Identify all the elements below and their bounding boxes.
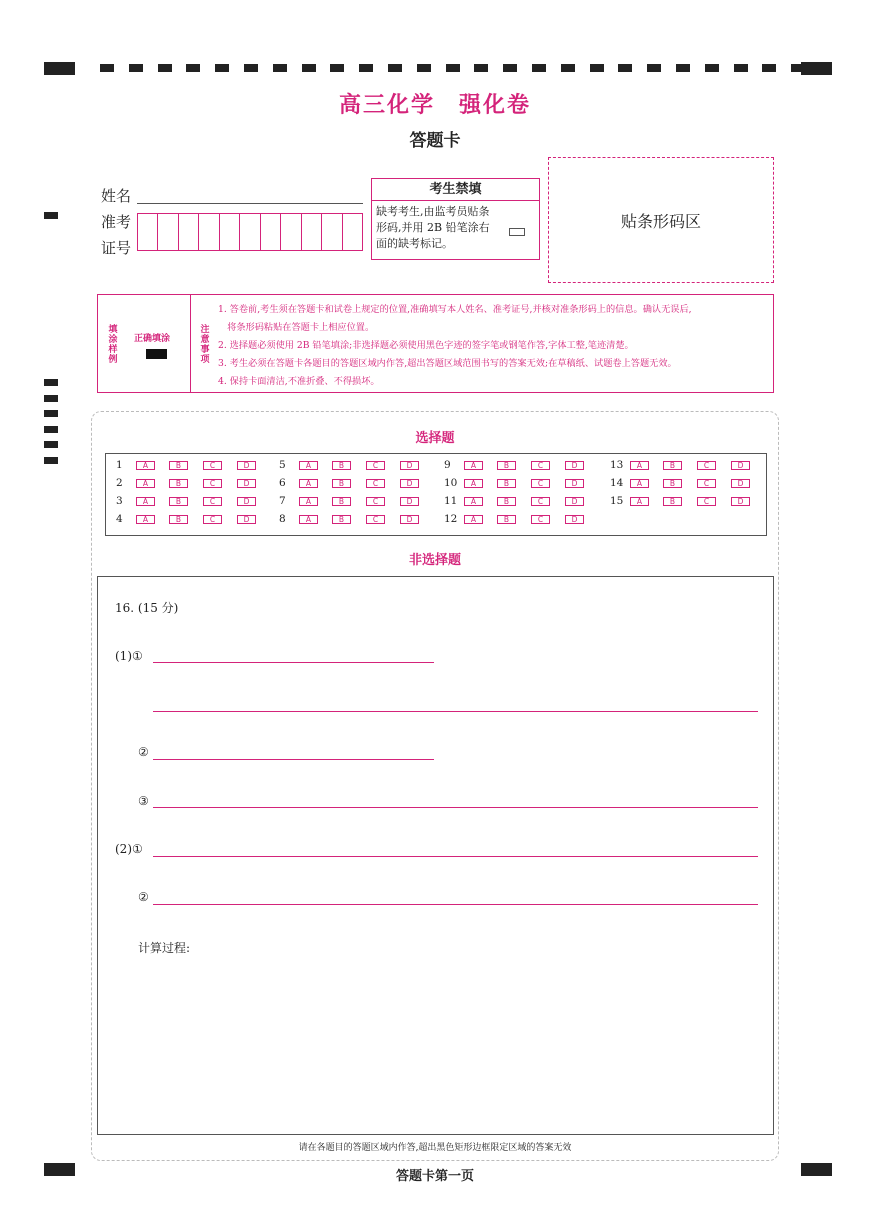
timing-mark: [532, 64, 546, 72]
option-bubble-a[interactable]: A: [630, 497, 649, 506]
option-bubble-b[interactable]: B: [332, 497, 351, 506]
option-bubble-c[interactable]: C: [531, 515, 550, 524]
timing-mark: [705, 64, 719, 72]
question-number: 13: [610, 459, 624, 471]
option-bubble-c[interactable]: C: [697, 479, 716, 488]
answer-line[interactable]: [153, 904, 758, 905]
answer-line[interactable]: [153, 662, 434, 663]
option-bubble-c[interactable]: C: [366, 461, 385, 470]
timing-mark: [44, 395, 58, 402]
timing-mark: [359, 64, 373, 72]
option-bubble-c[interactable]: C: [203, 461, 222, 470]
option-bubble-b[interactable]: B: [497, 479, 516, 488]
option-bubble-d[interactable]: D: [237, 515, 256, 524]
timing-mark: [44, 410, 58, 417]
barcode-area-label: 贴条形码区: [620, 211, 701, 231]
timing-mark: [186, 64, 200, 72]
registration-mark-top-right: [801, 62, 832, 75]
option-bubble-d[interactable]: D: [400, 479, 419, 488]
timing-mark: [158, 64, 172, 72]
option-bubble-a[interactable]: A: [464, 461, 483, 470]
notes-label: 注 意 事 项: [200, 325, 210, 365]
timing-mark: [302, 64, 316, 72]
question-number: 1: [116, 459, 123, 471]
question-number: 11: [444, 495, 458, 507]
nonchoice-section-title: 非选择题: [408, 553, 461, 568]
timing-mark: [676, 64, 690, 72]
timing-mark: [474, 64, 488, 72]
timing-mark: [417, 64, 431, 72]
timing-mark: [244, 64, 258, 72]
id-digit-box[interactable]: [199, 214, 219, 250]
part2-label: (2)①: [115, 842, 143, 856]
option-bubble-b[interactable]: B: [663, 479, 682, 488]
option-bubble-a[interactable]: A: [136, 515, 155, 524]
option-bubble-b[interactable]: B: [497, 515, 516, 524]
timing-mark: [734, 64, 748, 72]
page-subtitle: 答题卡: [409, 131, 461, 151]
option-bubble-d[interactable]: D: [731, 497, 750, 506]
option-bubble-a[interactable]: A: [136, 497, 155, 506]
fill-sample-panel: [98, 295, 191, 392]
page-footer: 答题卡第一页: [395, 1169, 474, 1184]
timing-mark: [44, 457, 58, 464]
option-bubble-a[interactable]: A: [299, 479, 318, 488]
rule-line: 4. 保持卡面清洁,不准折叠、不得损坏。: [218, 376, 380, 387]
part1-label: (1)①: [115, 649, 143, 663]
option-bubble-d[interactable]: D: [400, 461, 419, 470]
timing-mark: [647, 64, 661, 72]
timing-mark: [330, 64, 344, 72]
timing-mark: [561, 64, 575, 72]
part2-circle2-label: ②: [138, 890, 149, 904]
option-bubble-a[interactable]: A: [299, 515, 318, 524]
option-bubble-c[interactable]: C: [366, 515, 385, 524]
timing-mark: [273, 64, 287, 72]
option-bubble-d[interactable]: D: [237, 479, 256, 488]
timing-mark: [388, 64, 402, 72]
name-field[interactable]: [137, 186, 363, 204]
choice-section-title: 选择题: [415, 431, 455, 446]
question-number: 7: [279, 495, 286, 507]
proctor-box-text: 缺考考生,由监考员贴条形码,并用 2B 铅笔涂右面的缺考标记。: [376, 205, 490, 250]
option-bubble-c[interactable]: C: [203, 479, 222, 488]
id-digit-box[interactable]: [261, 214, 281, 250]
option-bubble-d[interactable]: D: [731, 479, 750, 488]
option-bubble-d[interactable]: D: [237, 461, 256, 470]
option-bubble-b[interactable]: B: [332, 479, 351, 488]
timing-mark: [503, 64, 517, 72]
option-bubble-b[interactable]: B: [169, 515, 188, 524]
nonchoice-answer-box[interactable]: [97, 576, 774, 1135]
question-number: 3: [116, 495, 123, 507]
id-digit-box[interactable]: [220, 214, 240, 250]
id-digit-box[interactable]: [138, 214, 158, 250]
id-digit-box[interactable]: [281, 214, 301, 250]
correct-fill-sample: [146, 349, 167, 359]
rule-line: 1. 答卷前,考生须在答题卡和试卷上规定的位置,准确填写本人姓名、准考证号,并核对准条形码上的信息。确认无误后,: [218, 304, 692, 315]
name-label: 姓名: [101, 187, 132, 205]
timing-mark: [446, 64, 460, 72]
question-number: 15: [610, 495, 624, 507]
option-bubble-d[interactable]: D: [565, 497, 584, 506]
option-bubble-d[interactable]: D: [565, 461, 584, 470]
rule-line: 3. 考生必须在答题卡各题目的答题区域内作答,超出答题区域范围书写的答案无效;在草稿纸、试题卷上答题无效。: [218, 358, 677, 369]
answer-line[interactable]: [153, 807, 758, 808]
timing-mark: [129, 64, 143, 72]
option-bubble-d[interactable]: D: [565, 515, 584, 524]
option-bubble-a[interactable]: A: [299, 497, 318, 506]
option-bubble-a[interactable]: A: [464, 515, 483, 524]
id-digit-box[interactable]: [302, 214, 322, 250]
question-number: 5: [279, 459, 286, 471]
barcode-area: [548, 157, 774, 283]
option-bubble-a[interactable]: A: [299, 461, 318, 470]
part1-circle3-label: ③: [138, 794, 149, 808]
id-digit-box[interactable]: [240, 214, 260, 250]
option-bubble-a[interactable]: A: [136, 461, 155, 470]
option-bubble-d[interactable]: D: [400, 497, 419, 506]
part1-circle2-label: ②: [138, 745, 149, 759]
rule-line: 将条形码粘贴在答题卡上相应位置。: [218, 322, 375, 333]
rules-list: [218, 301, 770, 391]
option-bubble-a[interactable]: A: [136, 479, 155, 488]
option-bubble-c[interactable]: C: [366, 497, 385, 506]
page-title: 高三化学 强化卷: [338, 93, 531, 118]
timing-mark: [618, 64, 632, 72]
question-number: 6: [279, 477, 286, 489]
option-bubble-c[interactable]: C: [366, 479, 385, 488]
option-bubble-b[interactable]: B: [169, 461, 188, 470]
option-bubble-a[interactable]: A: [464, 479, 483, 488]
question-number: 14: [610, 477, 624, 489]
id-label-line1: 准考: [101, 213, 132, 231]
option-bubble-d[interactable]: D: [400, 515, 419, 524]
timing-mark: [100, 64, 114, 72]
option-bubble-b[interactable]: B: [497, 461, 516, 470]
proctor-box-title: 考生禁填: [372, 179, 539, 201]
question-number: 8: [279, 513, 286, 525]
option-bubble-c[interactable]: C: [531, 461, 550, 470]
timing-mark: [44, 379, 58, 386]
id-digit-box[interactable]: [158, 214, 178, 250]
question-number: 2: [116, 477, 123, 489]
option-bubble-a[interactable]: A: [464, 497, 483, 506]
choice-grid: [105, 453, 767, 536]
answer-line[interactable]: [153, 759, 434, 760]
option-bubble-b[interactable]: B: [663, 461, 682, 470]
option-bubble-c[interactable]: C: [697, 497, 716, 506]
option-bubble-b[interactable]: B: [332, 461, 351, 470]
option-bubble-d[interactable]: D: [731, 461, 750, 470]
registration-mark-top-left: [44, 62, 75, 75]
instructions-panel: [97, 294, 774, 393]
question-number: 4: [116, 513, 123, 525]
question-number: 12: [444, 513, 458, 525]
option-bubble-a[interactable]: A: [630, 479, 649, 488]
correct-fill-label: 正确填涂: [134, 334, 171, 344]
footer-note: 请在各题目的答题区域内作答,超出黑色矩形边框限定区域的答案无效: [298, 1143, 572, 1153]
proctor-only-box: [371, 178, 540, 260]
option-bubble-b[interactable]: B: [332, 515, 351, 524]
timing-mark-left: [44, 212, 58, 219]
id-digit-box[interactable]: [179, 214, 199, 250]
id-label-line2: 证号: [101, 239, 132, 257]
rule-line: 2. 选择题必须使用 2B 铅笔填涂;非选择题必须使用黑色字迹的签字笔或钢笔作答,字体工整,笔迹清楚。: [218, 340, 634, 351]
fill-sample-label: 填 涂 样 例: [108, 325, 118, 365]
option-bubble-c[interactable]: C: [697, 461, 716, 470]
question-16-label: 16. (15 分): [115, 601, 179, 615]
timing-mark: [215, 64, 229, 72]
option-bubble-d[interactable]: D: [237, 497, 256, 506]
exam-id-boxes[interactable]: [137, 213, 363, 251]
timing-mark: [791, 64, 805, 72]
absence-mark-box[interactable]: [509, 228, 525, 236]
option-bubble-a[interactable]: A: [630, 461, 649, 470]
question-number: 9: [444, 459, 451, 471]
option-bubble-c[interactable]: C: [203, 497, 222, 506]
option-bubble-c[interactable]: C: [531, 497, 550, 506]
option-bubble-c[interactable]: C: [203, 515, 222, 524]
answer-line[interactable]: [153, 711, 758, 712]
option-bubble-b[interactable]: B: [169, 479, 188, 488]
option-bubble-b[interactable]: B: [169, 497, 188, 506]
timing-mark: [590, 64, 604, 72]
answer-line[interactable]: [153, 856, 758, 857]
timing-mark: [762, 64, 776, 72]
calc-label: 计算过程:: [138, 941, 191, 955]
option-bubble-c[interactable]: C: [531, 479, 550, 488]
option-bubble-d[interactable]: D: [565, 479, 584, 488]
option-bubble-b[interactable]: B: [663, 497, 682, 506]
id-digit-box[interactable]: [322, 214, 342, 250]
option-bubble-b[interactable]: B: [497, 497, 516, 506]
question-number: 10: [444, 477, 458, 489]
id-digit-box[interactable]: [343, 214, 362, 250]
